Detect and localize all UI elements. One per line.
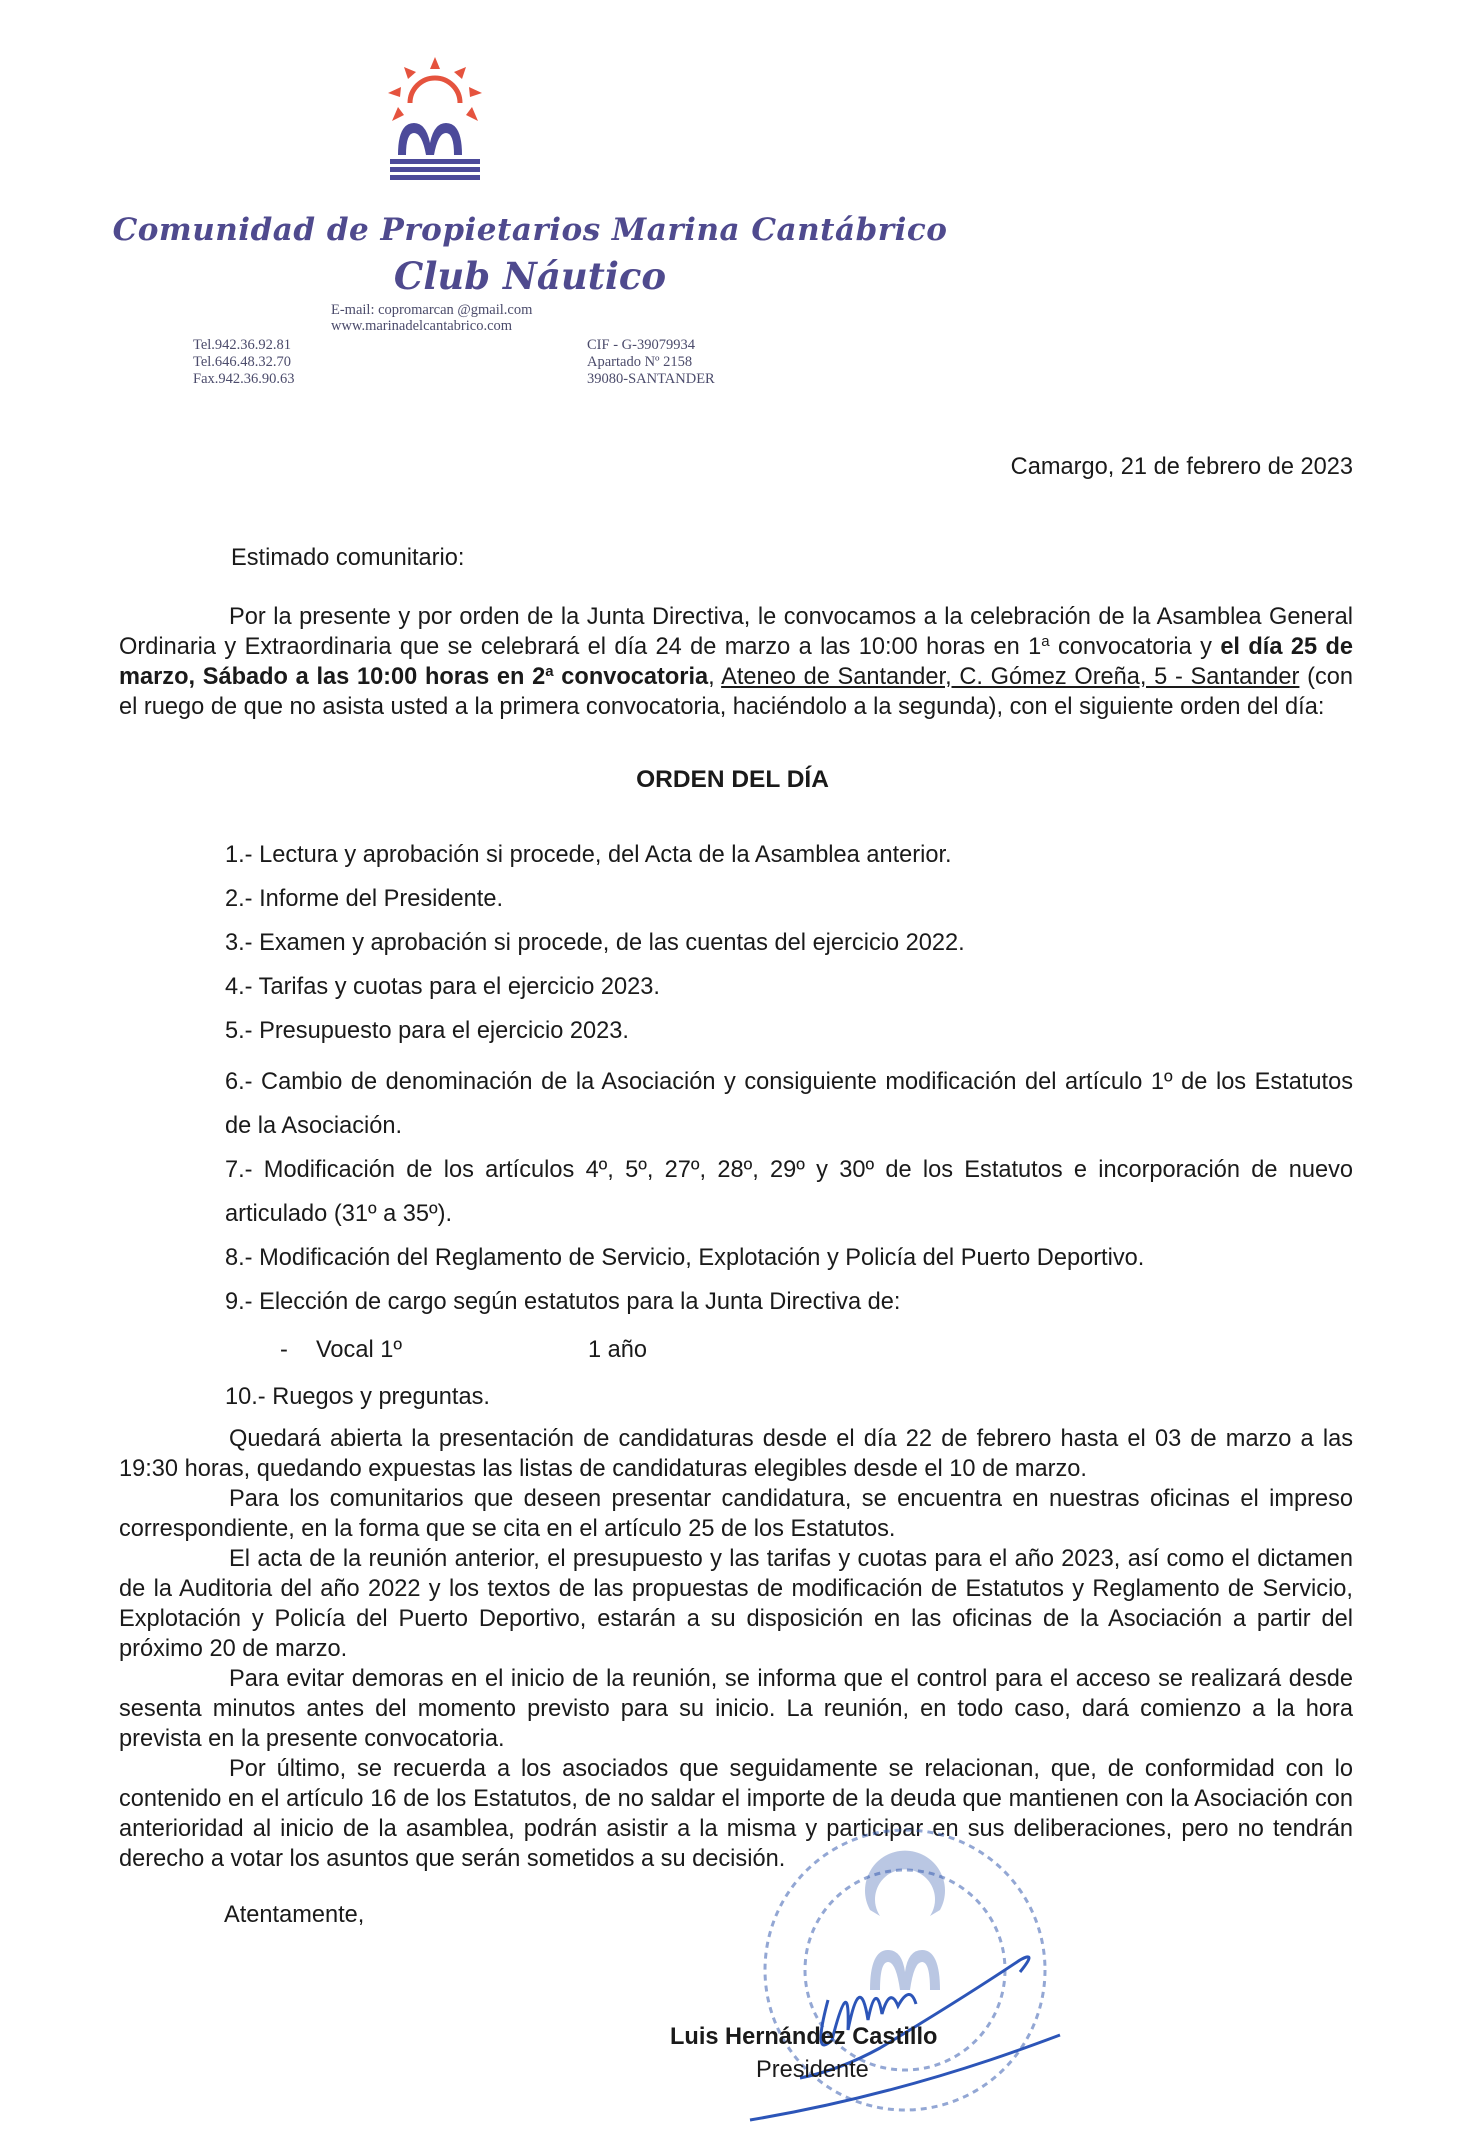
agenda-item-6: 6.- Cambio de denominación de la Asociación y consiguiente modificación del artículo 1º de los Estatutos de la Asociación.	[225, 1069, 1353, 1139]
stamp-emblem	[865, 1851, 945, 1990]
agenda-item-2: 2.- Informe del Presidente.	[225, 886, 504, 912]
paragraph-impreso: Para los comunitarios que deseen presentar candidatura, se encuentra en nuestras oficinas el impreso correspondiente, en la forma que se cita en el artículo 25 de los Estatutos.	[119, 1486, 1353, 1542]
postal-city: 39080-SANTANDER	[587, 371, 715, 387]
phone-list	[193, 337, 295, 388]
agenda-item-10: 10.- Ruegos y preguntas.	[225, 1384, 490, 1410]
agenda-item-5: 5.- Presupuesto para el ejercicio 2023.	[225, 1018, 629, 1044]
po-box: Apartado Nº 2158	[587, 354, 693, 370]
sun-rays	[388, 57, 482, 121]
website: www.marinadelcantabrico.com	[331, 318, 513, 334]
paragraph-candidaturas: Quedará abierta la presentación de candidaturas desde el día 22 de febrero hasta el 03 de marzo a las 19:30 horas, quedando expuestas las listas de candidaturas elegibles desde el 10 de marzo.	[119, 1426, 1353, 1482]
phone-1: Tel.942.36.92.81	[193, 337, 292, 353]
address-block	[587, 337, 715, 388]
paragraph-documentacion: El acta de la reunión anterior, el presupuesto y las tarifas y cuotas para el año 2023, así como el dictamen de la Auditoria del año 2022 y los textos de las propuestas de modificación de Estatutos y Reglamento de Servicio, Explotación y Policía del Puerto Deportivo, estarán a su disposición en las oficinas de la Asociación a partir del próximo 20 de marzo.	[119, 1546, 1353, 1662]
signatory-title: Presidente	[756, 2057, 869, 2083]
signatory-name: Luis Hernández Castillo	[670, 2024, 938, 2050]
phone-2: Tel.646.48.32.70	[193, 354, 292, 370]
salutation: Estimado comunitario:	[231, 545, 465, 571]
cif: CIF - G-39079934	[587, 337, 695, 353]
paragraph-deudores: Por último, se recuerda a los asociados que seguidamente se relacionan, que, de conformidad con lo contenido en el artículo 16 de los Estatutos, de no saldar el importe de la deuda que mantienen con la Asociación con anterioridad al inicio de la asamblea, podrán asistir a la misma y participar en sus deliberaciones, pero no tendrán derecho a votar los asuntos que serán sometidos a su decisión.	[119, 1756, 1353, 1872]
club-logo	[380, 55, 490, 180]
agenda-item-9: 9.- Elección de cargo según estatutos para la Junta Directiva de:	[225, 1289, 901, 1315]
election-dash: -	[280, 1337, 288, 1363]
wave-mark	[390, 123, 480, 180]
email: E-mail: copromarcan @gmail.com	[331, 302, 533, 318]
closing: Atentamente,	[224, 1902, 365, 1928]
club-name: Club Náutico	[393, 254, 667, 298]
venue-address: Ateneo de Santander, C. Gómez Oreña, 5 - Santander	[721, 664, 1300, 690]
agenda-heading: ORDEN DEL DÍA	[636, 766, 829, 793]
org-name: Comunidad de Propietarios Marina Cantábrico	[112, 212, 948, 248]
agenda-item-8: 8.- Modificación del Reglamento de Servicio, Explotación y Policía del Puerto Deportivo.	[225, 1245, 1145, 1271]
agenda-item-3: 3.- Examen y aprobación si procede, de las cuentas del ejercicio 2022.	[225, 930, 965, 956]
agenda-item-1: 1.- Lectura y aprobación si procede, del Acta de la Asamblea anterior.	[225, 842, 952, 868]
agenda-item-4: 4.- Tarifas y cuotas para el ejercicio 2023.	[225, 974, 660, 1000]
intro-paragraph: Por la presente y por orden de la Junta Directiva, le convocamos a la celebración de la Asamblea General Ordinaria y Extraordinaria que se celebrará el día 24 de marzo a las 10:00 horas en 1$^a$ convocatoria y el día 25 de marzo, Sábado a las 10:00 horas en 2$^a$ convocatoria, Ateneo de Santander, C. Gómez Oreña, 5 - Santander (con el ruego de que no asista usted a la primera convocatoria, haciéndolo a la segunda), con el siguiente orden del día:	[119, 604, 1354, 720]
sun-emblem	[410, 78, 460, 103]
fax: Fax.942.36.90.63	[193, 371, 295, 387]
date-line: Camargo, 21 de febrero de 2023	[1010, 454, 1353, 480]
election-position: Vocal 1º	[316, 1337, 403, 1363]
agenda-item-7: 7.- Modificación de los artículos 4º, 5º, 27º, 28º, 29º y 30º de los Estatutos e incorporación de nuevo articulado (31º a 35º).	[225, 1157, 1353, 1227]
paragraph-control-acceso: Para evitar demoras en el inicio de la reunión, se informa que el control para el acceso se realizará desde sesenta minutos antes del momento previsto para su inicio. La reunión, en todo caso, dará comienzo a la hora prevista en la presente convocatoria.	[119, 1666, 1353, 1752]
election-term: 1 año	[588, 1337, 648, 1363]
